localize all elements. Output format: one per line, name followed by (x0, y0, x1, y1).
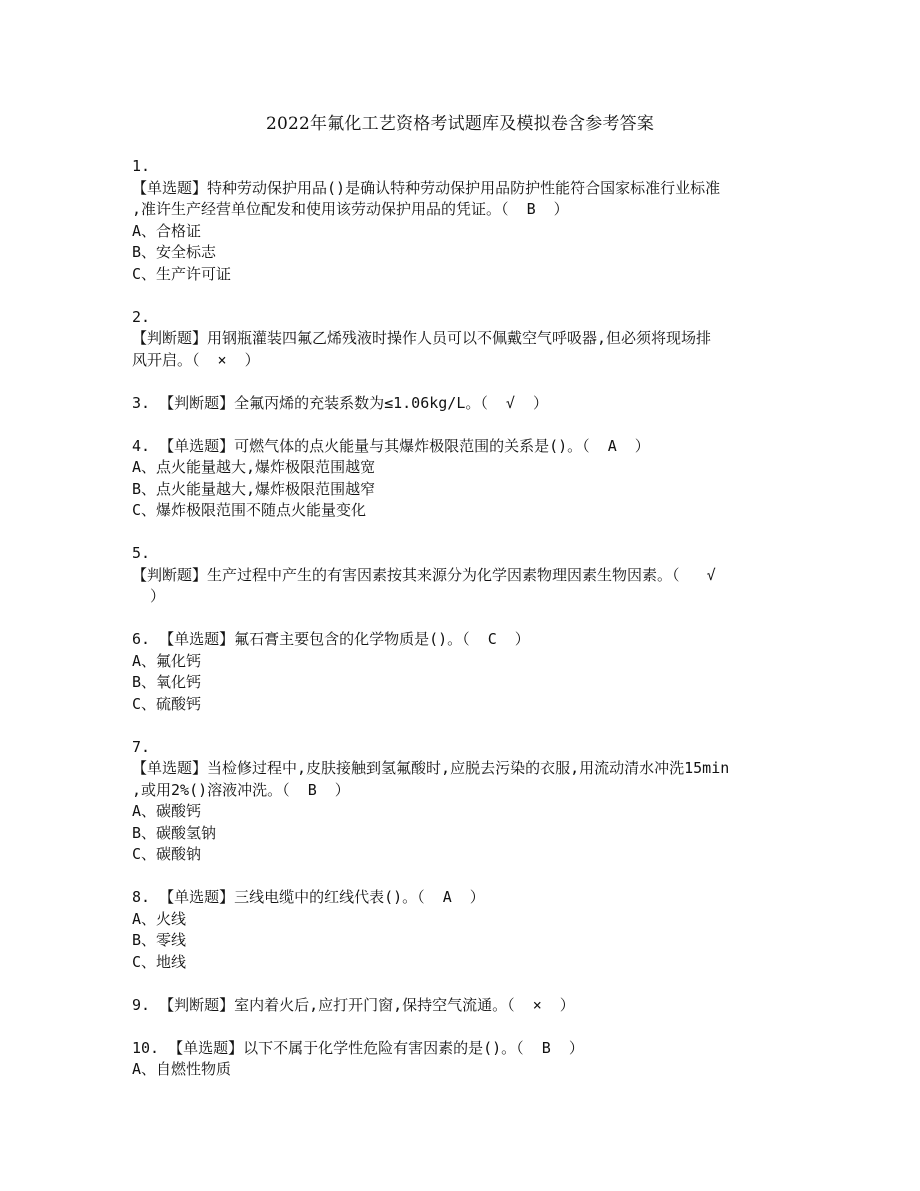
question-list (132, 156, 792, 1102)
question-text-answer: 10. 【单选题】以下不属于化学性危险有害因素的是()。（ B ） (132, 1038, 584, 1057)
question-text-answer: 9. 【判断题】室内着火后,应打开门窗,保持空气流通。（ × ） (132, 995, 575, 1014)
question-number: 7. (132, 737, 151, 756)
option-b: B、点火能量越大,爆炸极限范围越窄 (132, 479, 376, 498)
option-b: B、氧化钙 (132, 673, 202, 691)
option-c: C、爆炸极限范围不随点火能量变化 (132, 501, 367, 519)
option-a: A、火线 (132, 909, 187, 928)
question-text: 【单选题】特种劳动保护用品()是确认特种劳动保护用品防护性能符合国家标准行业标准 (132, 178, 721, 197)
question-text: 【判断题】用钢瓶灌装四氟乙烯残液时操作人员可以不佩戴空气呼吸器,但必须将现场排 (132, 329, 712, 347)
question-number: 5. (132, 544, 151, 562)
option-b: B、碳酸氢钠 (132, 823, 217, 842)
option-a: A、自燃性物质 (132, 1060, 232, 1078)
option-c: C、硫酸钙 (132, 694, 202, 713)
question-text-answer: 4. 【单选题】可燃气体的点火能量与其爆炸极限范围的关系是()。（ A ） (132, 436, 650, 455)
option-c: C、生产许可证 (132, 264, 232, 283)
question-10 (132, 1038, 792, 1081)
question-text-answer: 6. 【单选题】氟石膏主要包含的化学物质是()。（ C ） (132, 630, 530, 648)
option-a: A、碳酸钙 (132, 802, 202, 820)
question-text-answer: 8. 【单选题】三线电缆中的红线代表()。（ A ） (132, 888, 485, 906)
question-3 (132, 393, 792, 415)
option-a: A、氟化钙 (132, 651, 202, 670)
option-a: A、点火能量越大,爆炸极限范围越宽 (132, 458, 376, 476)
question-number: 1. (132, 157, 151, 175)
question-text-answer: ,或用2%()溶液冲洗。（ B ） (132, 780, 350, 799)
question-text: 【判断题】生产过程中产生的有害因素按其来源分为化学因素物理因素生物因素。（ √ (132, 565, 716, 584)
option-a: A、合格证 (132, 221, 202, 240)
question-text-answer: ,准许生产经营单位配发和使用该劳动保护用品的凭证。（ B ） (132, 200, 569, 218)
question-1 (132, 156, 792, 285)
option-c: C、地线 (132, 952, 187, 971)
question-7 (132, 737, 792, 866)
option-c: C、碳酸钠 (132, 845, 202, 863)
document-title: 2022年氟化工艺资格考试题库及模拟卷含参考答案 (265, 114, 655, 134)
question-number: 2. (132, 307, 151, 326)
question-8 (132, 887, 792, 973)
question-6 (132, 629, 792, 715)
question-4 (132, 436, 792, 522)
question-9 (132, 995, 792, 1017)
question-text: 【单选题】当检修过程中,皮肤接触到氢氟酸时,应脱去污染的衣服,用流动清水冲洗15min (132, 759, 730, 777)
question-text-answer: ） (132, 587, 166, 605)
question-text-answer: 3. 【判断题】全氟丙烯的充装系数为≤1.06kg/L。（ √ ） (132, 393, 549, 412)
question-text-answer: 风开启。（ × ） (132, 350, 260, 369)
question-2 (132, 307, 792, 372)
question-5 (132, 543, 792, 608)
option-b: B、安全标志 (132, 243, 217, 261)
option-b: B、零线 (132, 931, 187, 949)
